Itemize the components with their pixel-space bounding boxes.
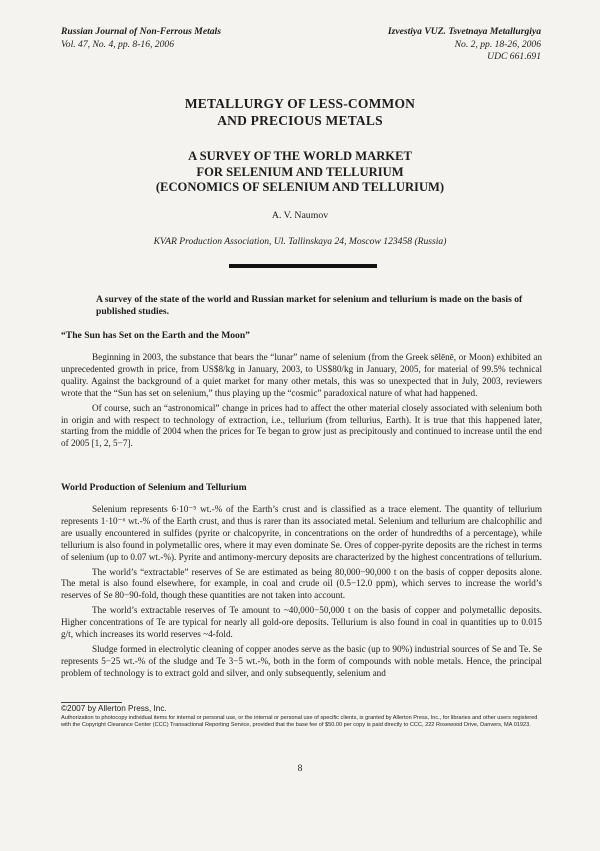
section-heading-sun: “The Sun has Set on the Earth and the Moon”: [61, 330, 250, 341]
paper-title-line: FOR SELENIUM AND TELLURIUM: [196, 164, 404, 179]
udc-code: UDC 661.691: [487, 51, 541, 62]
paragraph: The world’s extractable reserves of Te amount to ~40,000−50,000 t on the basis of copper and polymetallic deposits. Higher concentrations of Te are typical for nearly all gold-ore deposits. Tellurium is also found in coal in quantities up to 0.015 g/t, which increases its world reserves ~4-fold.: [61, 605, 542, 640]
footnote-divider: [61, 702, 122, 703]
paragraph: Beginning in 2003, the substance that bears the “lunar” name of selenium (from the Greek sēlēnē, or Moon) exhibited an unprecedented growth in price, from US$8/kg in January, 2003, to US$80/kg in January, 2005, for material of 99.5% technical quality. Against the background of a quiet market for many other metals, this was so unexpected that in July, 2003, reviewers wrote that the “Sun has set on selenium,” thus playing up the “cosmic” paradoxical nature of what had happened.: [61, 352, 542, 398]
journal-issue-right: No. 2, pp. 18-26, 2006: [454, 38, 541, 50]
paper-title-line: A SURVEY OF THE WORLD MARKET: [188, 149, 412, 163]
journal-volume-left: Vol. 47, No. 4, pp. 8-16, 2006: [61, 38, 174, 50]
journal-name-left: Russian Journal of Non-Ferrous Metals: [61, 26, 221, 37]
paragraph: Sludge formed in electrolytic cleaning of copper anodes serve as the basic (up to 90%) industrial sources of Se and Te. Se represents 5−25 wt.-% of the sludge and Te 3−5 wt.-%, both in the form of compounds with noble metals. Hence, the principal problem of technology is to extract gold and silver, and only subsequently, selenium and: [61, 643, 542, 678]
paper-title-line: (ECONOMICS OF SELENIUM AND TELLURIUM): [155, 180, 445, 194]
title-divider: [229, 264, 377, 268]
abstract: A survey of the state of the world and Russian market for selenium and tellurium is made on the basis of published studies.: [96, 294, 523, 317]
paper-title: [0, 149, 600, 196]
page-number: 8: [297, 763, 303, 774]
journal-name-right: Izvestiya VUZ. Tsvetnaya Metallurgiya: [387, 26, 541, 37]
header-left: [61, 26, 221, 51]
paragraph: Selenium represents 6·10⁻⁵ wt.-% of the Earth’s crust and is classified as a trace element. The quantity of tellurium represents 1·10⁻⁶ wt.-% of the Earth crust, and thus is rarer than its associated metal. Selenium and tellurium are chalcophilic and are usually encountered in sulfides (pyrite or chalcopyrite, in concentrations on the order of hundredths of a percentage), while tellurium is also found in polymetallic ores, where it may even dominate Se. Ores of copper-pyrite deposits are the richest in terms of selenium (up to 0.07 wt.-%). Pyrite and antimony-mercury deposits are characterized by the highest concentrations of tellurium.: [61, 504, 542, 562]
section-heading-production: World Production of Selenium and Tellurium: [61, 482, 247, 493]
section-body-production: [61, 504, 542, 683]
paragraph: Of course, such an “astronomical” change in prices had to affect the other material closely associated with selenium both in origin and with respect to technology of extraction, i.e., tellurium (from tellurius, Earth). It is true that this happened later, starting from the middle of 2004 when the prices for Te began to grow just as precipitously and continued to increase until the end of 2005 [1, 2, 5−7].: [61, 402, 542, 449]
section-title-line: AND PRECIOUS METALS: [217, 113, 383, 128]
section-title: [0, 95, 600, 129]
copyright-notice: ©2007 by Allerton Press, Inc.: [61, 704, 167, 713]
affiliation: KVAR Production Association, Ul. Tallinskaya 24, Moscow 123458 (Russia): [153, 236, 447, 247]
author: A. V. Naumov: [271, 210, 329, 221]
copyright-fine-print: Authorization to photocopy individual items for internal or personal use, or the internal or personal use of specific clients, is granted by Allerton Press, Inc., for libraries and other users registered with the Copyright Clearance Center (CCC) Transactional Reporting Service, provided that the base fee of $50.00 per copy is paid directly to CCC, 222 Rosewood Drive, Danvers, MA 01923.: [61, 715, 538, 728]
paragraph: The world’s “extractable” reserves of Se are estimated as being 80,000−90,000 t on the basis of copper deposits alone. The metal is also found elsewhere, for example, in coal and crude oil (0.5−12.0 ppm), which serves to increase the world’s reserves of Se 80−90-fold, though these quantities are not taken into account.: [61, 566, 542, 601]
section-body-sun: [61, 352, 542, 453]
header-right: [388, 26, 541, 64]
section-title-line: METALLURGY OF LESS-COMMON: [184, 96, 416, 111]
